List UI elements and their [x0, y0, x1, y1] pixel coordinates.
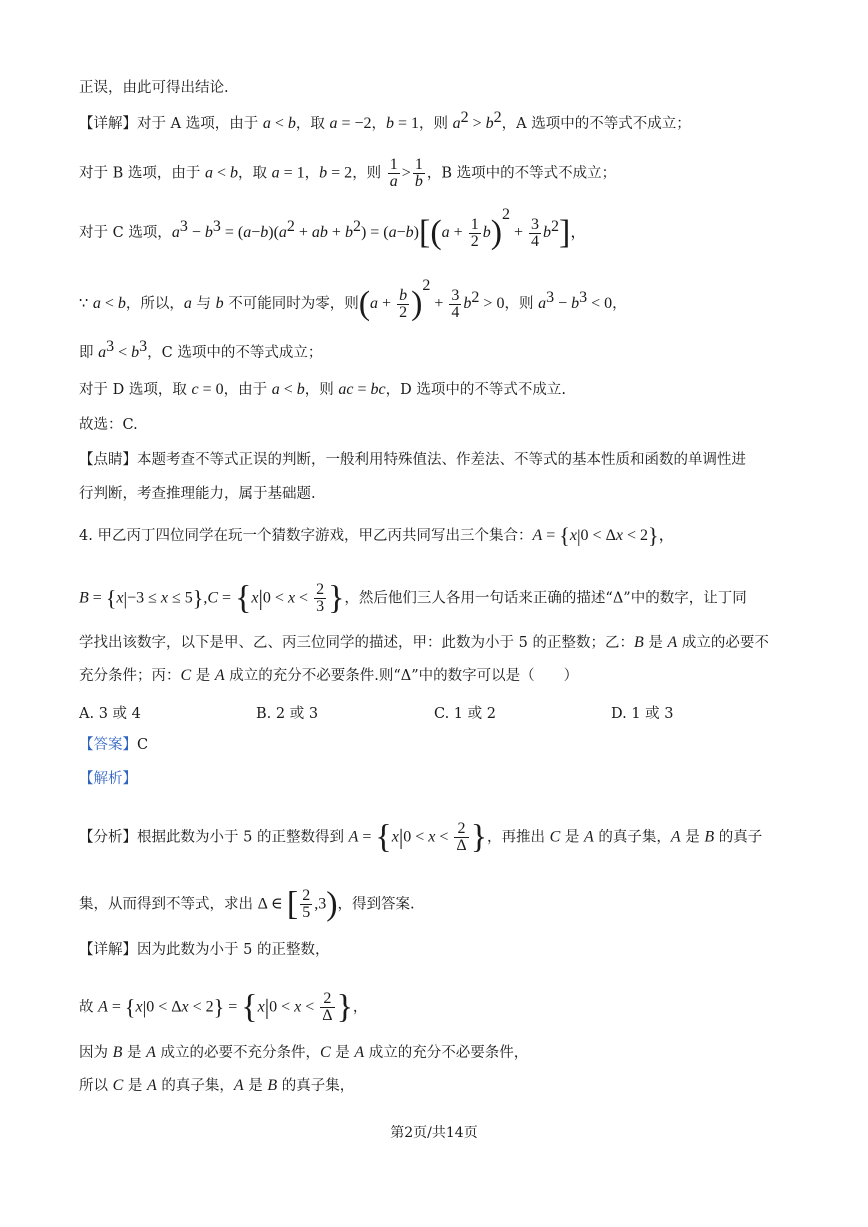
text: 因为此数为小于 5 的正整数， — [137, 942, 330, 958]
text-line: 学找出该数字，以下是甲、乙、丙三位同学的描述，甲：此数为小于 5 的正整数；乙：B 是 A 成立的必要不 — [79, 634, 769, 651]
math-fraction: $\frac{2}{5}$ — [302, 887, 311, 921]
text: 对于 B 选项，由于 — [79, 165, 205, 182]
text: ，取 — [238, 165, 272, 182]
text-line: 所以 C 是 A 的真子集，A 是 B 的真子集， — [79, 1077, 355, 1094]
text: 是 — [122, 1045, 147, 1061]
text: 是 — [560, 829, 585, 846]
text: 根据此数为小于 5 的正整数得到 — [137, 829, 349, 846]
text-line: 【分析】根据此数为小于 5 的正整数得到 A = {x|0 < x < $\frac{2}{\Delta}$ }，再推出 C 是 A 的真子集，A 是 B 的真子 — [79, 818, 763, 856]
text: 的真子集， — [593, 829, 671, 846]
text: 因为 — [79, 1045, 113, 1061]
text: 正误，由此可得出结论. — [79, 80, 229, 96]
text: 学找出该数字，以下是甲、乙、丙三位同学的描述，甲：此数为小于 5 的正整数；乙： — [79, 635, 634, 651]
text-line — [79, 450, 808, 470]
text-line: 故 A = {x|0 < Δx < 2} = {x|0 < x < $\frac{2}{\Delta}$ }， — [79, 988, 368, 1026]
text: ，再推出 — [487, 829, 550, 846]
text: 对于 D 选项，取 — [79, 382, 192, 398]
text: 成立的必要不充分条件， — [155, 1045, 320, 1061]
text-line — [79, 78, 808, 98]
text: 不可能同时为零，则 — [223, 296, 359, 312]
text: 的真子 — [714, 829, 763, 846]
math-fraction: $\frac{2}{\Delta}$ — [456, 820, 467, 854]
text: 成立的充分不必要条件， — [364, 1045, 529, 1061]
text: 故选：C. — [79, 417, 138, 433]
text: 是 — [680, 829, 705, 846]
text: 的真子集， — [156, 1078, 234, 1094]
text: ，所以， — [125, 296, 184, 312]
page-footer: 第2页/共14页 — [390, 1125, 478, 1141]
text: 成立的必要不 — [677, 635, 769, 651]
text-line: 对于 B 选项，由于 a < b，取 a = 1，b = 2，则 $\frac{1}{a}$ > $\frac{1}{b}$ ，B 选项中的不等式不成立； — [79, 156, 617, 190]
section-tag: 【点睛】 — [79, 452, 137, 468]
option-b: B. 2 或 3 — [256, 706, 319, 722]
text: 与 — [191, 296, 216, 312]
math-fraction: $\frac{1}{a}$ — [389, 156, 398, 190]
text: ，则 — [304, 382, 339, 398]
section-tag: 【详解】 — [79, 116, 137, 132]
text-line: 对于 D 选项，取 c = 0，由于 a < b，则 ac = bc，D 选项中的不等式不成立. — [79, 381, 566, 398]
math-fraction: $\frac{3}{4}$ — [451, 286, 460, 321]
text: 是 — [191, 668, 215, 684]
text: ，取 — [295, 116, 330, 132]
text: ， — [612, 296, 627, 312]
text-line — [79, 940, 808, 960]
text-line: 对于 C 选项，$a^3 - b^3 = (a-b)(a^2$ + ab + $b^2) = (a-b)[(a$ + $\frac{1}{2}$ b)$^2$ + $\frac{3}{4}$ $b^2$]， — [79, 206, 587, 251]
text: ，然后他们三人各用一句话来正确的描述“Δ”中的数字，让丁同 — [344, 590, 747, 607]
text-line: 因为 B 是 A 成立的必要不充分条件，C 是 A 成立的充分不必要条件， — [79, 1044, 529, 1061]
text: ，则 — [504, 296, 539, 312]
answer-tag: 【答案】 — [79, 737, 137, 753]
math-fraction: $\frac{3}{4}$ — [531, 215, 540, 250]
math-fraction: $\frac{2}{\Delta}$ — [322, 990, 333, 1024]
text-line: 【详解】对于 A 选项，由于 a < b，取 a = −2，b = 1，则 $a^2 > b^2$，A 选项中的不等式不成立； — [79, 109, 691, 132]
text-line: 集，从而得到不等式，求出 Δ ∈ [ $\frac{2}{5}$ ,3)，得到答案. — [79, 885, 415, 923]
text: ， — [352, 999, 368, 1016]
text: 本题考查不等式正误的判断，一般利用特殊值法、作差法、不等式的基本性质和函数的单调性进 — [137, 452, 746, 468]
math-expression: a — [262, 115, 271, 132]
analysis-tag: 【解析】 — [79, 771, 137, 787]
text: ，C 选项中的不等式成立； — [147, 345, 323, 361]
text: 的真子集， — [277, 1078, 355, 1094]
text-line: 充分条件；丙：C 是 A 成立的充分不必要条件.则“Δ”中的数字可以是（ ） — [79, 667, 579, 684]
math-fraction: $\frac{1}{b}$ — [414, 156, 423, 190]
text: 即 — [79, 345, 99, 361]
text: 集，从而得到不等式，求出 — [79, 896, 258, 913]
option-d: D. 1 或 3 — [611, 706, 674, 722]
text: 是 — [243, 1078, 268, 1094]
text: 是 — [330, 1045, 355, 1061]
option-a: A. 3 或 4 — [79, 706, 141, 722]
question-4-stem: 4. 甲乙丙丁四位同学在玩一个猜数字游戏，甲乙丙共同写出三个集合：A = {x|0 < Δx < 2}， — [79, 523, 675, 548]
text: ，则 — [352, 165, 386, 182]
text: 所以 — [79, 1078, 113, 1094]
text: ，由于 — [223, 382, 272, 398]
text-line: ∵ a < b，所以，a 与 b 不可能同时为零，则(a + $\frac{b}{2}$ )$^2$ + $\frac{3}{4}$ $b^2 > 0$，则 $a^3 - b^3 < 0$， — [79, 277, 627, 322]
text: 故 — [79, 999, 99, 1016]
text-line: B = {x|−3 ≤ x ≤ 5},C = {x|0 < x < $\frac{2}{3}$ }，然后他们三人各用一句话来正确的描述“Δ”中的数字，让丁同 — [79, 579, 747, 617]
text-line — [79, 415, 808, 435]
text-line — [79, 484, 808, 504]
option-c: C. 1 或 2 — [434, 706, 496, 722]
text: 是 — [643, 635, 668, 651]
math-fraction: $\frac{1}{2}$ — [470, 215, 479, 250]
section-tag: 【详解】 — [79, 942, 137, 958]
text: ， — [304, 165, 320, 182]
text: 行判断，考查推理能力，属于基础题. — [79, 486, 316, 502]
text: ， — [371, 116, 386, 132]
text: ，则 — [419, 116, 453, 132]
text: ，得到答案. — [337, 896, 415, 913]
text: 对于 C 选项， — [79, 225, 172, 241]
text: ∵ — [79, 296, 93, 312]
analysis-line — [79, 769, 808, 789]
text: 充分条件；丙： — [79, 668, 181, 684]
math-fraction: $\frac{2}{3}$ — [316, 581, 325, 615]
section-tag: 【分析】 — [79, 829, 137, 846]
answer-value: C — [137, 737, 149, 753]
text: ，B 选项中的不等式不成立； — [426, 165, 617, 182]
text: ，A 选项中的不等式不成立； — [501, 116, 691, 132]
text: 成立的充分不必要条件.则“Δ”中的数字可以是（ ） — [224, 668, 579, 684]
text: 是 — [123, 1078, 147, 1094]
text: 4. 甲乙丙丁四位同学在玩一个猜数字游戏，甲乙丙共同写出三个集合： — [79, 528, 533, 544]
math-fraction: $\frac{b}{2}$ — [399, 286, 408, 321]
text: ，D 选项中的不等式不成立. — [385, 382, 566, 398]
answer-line — [79, 735, 808, 755]
text: 对于 A 选项，由于 — [137, 116, 263, 132]
text-line: 即 $a^3 < b^3$，C 选项中的不等式成立； — [79, 338, 323, 361]
